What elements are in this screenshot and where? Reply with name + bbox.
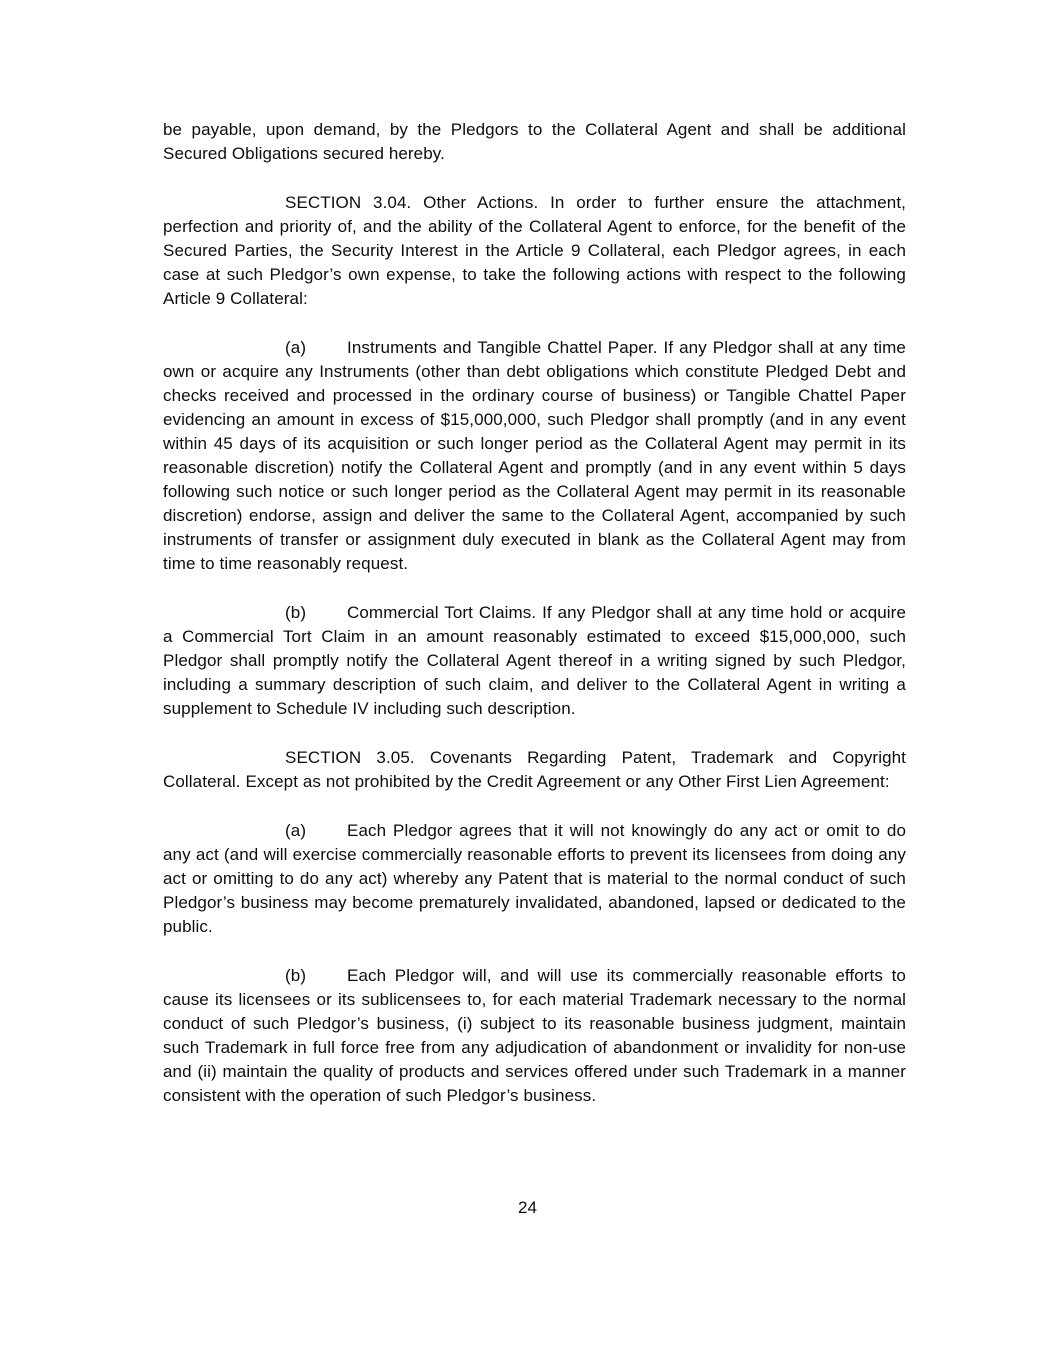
para-section-3-04 <box>163 191 906 311</box>
paragraph-text: Commercial Tort Claims. If any Pledgor shall at any time hold or acquire a Commercial Tort Claim in an amount reasonably estimated to exceed $15,000,000, such Pledgor shall promptly notify the Collateral Agent thereof in a writing signed by such Pledgor, including a summary description of such claim, and deliver to the Collateral Agent in writing a supplement to Schedule IV including such description. <box>163 603 906 718</box>
paragraph-text: SECTION 3.05. Covenants Regarding Patent, Trademark and Copyright Collateral. Except as not prohibited by the Credit Agreement or any Other First Lien Agreement: <box>163 748 906 791</box>
clause-label: (b) <box>285 603 307 622</box>
para-continuation <box>163 118 906 166</box>
clause-label: (a) <box>285 821 307 840</box>
clause-label: (a) <box>285 338 307 357</box>
paragraph-text: Instruments and Tangible Chattel Paper. If any Pledgor shall at any time own or acquire any Instruments (other than debt obligations which constitute Pledged Debt and checks received and processed in the ordinary course of business) or Tangible Chattel Paper evidencing an amount in excess of $15,000,000, such Pledgor shall promptly (and in any event within 45 days of its acquisition or such longer period as the Collateral Agent may permit in its reasonable discretion) notify the Collateral Agent and promptly (and in any event within 5 days following such notice or such longer period as the Collateral Agent may permit in its reasonable discretion) endorse, assign and deliver the same to the Collateral Agent, accompanied by such instruments of transfer or assignment duly executed in blank as the Collateral Agent may from time to time reasonably request. <box>163 338 906 573</box>
document-body <box>163 118 906 1133</box>
clause-label: (b) <box>285 966 307 985</box>
para-3-05-clause-a <box>163 819 906 939</box>
para-3-04-clause-a <box>163 336 906 576</box>
paragraph-text: Each Pledgor agrees that it will not knowingly do any act or omit to do any act (and will exercise commercially reasonable efforts to prevent its licensees from doing any act or omitting to do any act) whereby any Patent that is material to the normal conduct of such Pledgor’s business may become prematurely invalidated, abandoned, lapsed or dedicated to the public. <box>163 821 906 936</box>
paragraph-text: Each Pledgor will, and will use its commercially reasonable efforts to cause its licensees or its sublicensees to, for each material Trademark necessary to the normal conduct of such Pledgor’s business, (i) subject to its reasonable business judgment, maintain such Trademark in full force free from any adjudication of abandonment or invalidity for non-use and (ii) maintain the quality of products and services offered under such Trademark in a manner consistent with the operation of such Pledgor’s business. <box>163 966 906 1105</box>
paragraph-text: SECTION 3.04. Other Actions. In order to further ensure the attachment, perfection and priority of, and the ability of the Collateral Agent to enforce, for the benefit of the Secured Parties, the Security Interest in the Article 9 Collateral, each Pledgor agrees, in each case at such Pledgor’s own expense, to take the following actions with respect to the following Article 9 Collateral: <box>163 193 906 308</box>
para-section-3-05 <box>163 746 906 794</box>
paragraph-text: be payable, upon demand, by the Pledgors to the Collateral Agent and shall be additional Secured Obligations secured hereby. <box>163 120 906 163</box>
para-3-05-clause-b <box>163 964 906 1108</box>
page-number: 24 <box>518 1198 537 1217</box>
para-3-04-clause-b <box>163 601 906 721</box>
